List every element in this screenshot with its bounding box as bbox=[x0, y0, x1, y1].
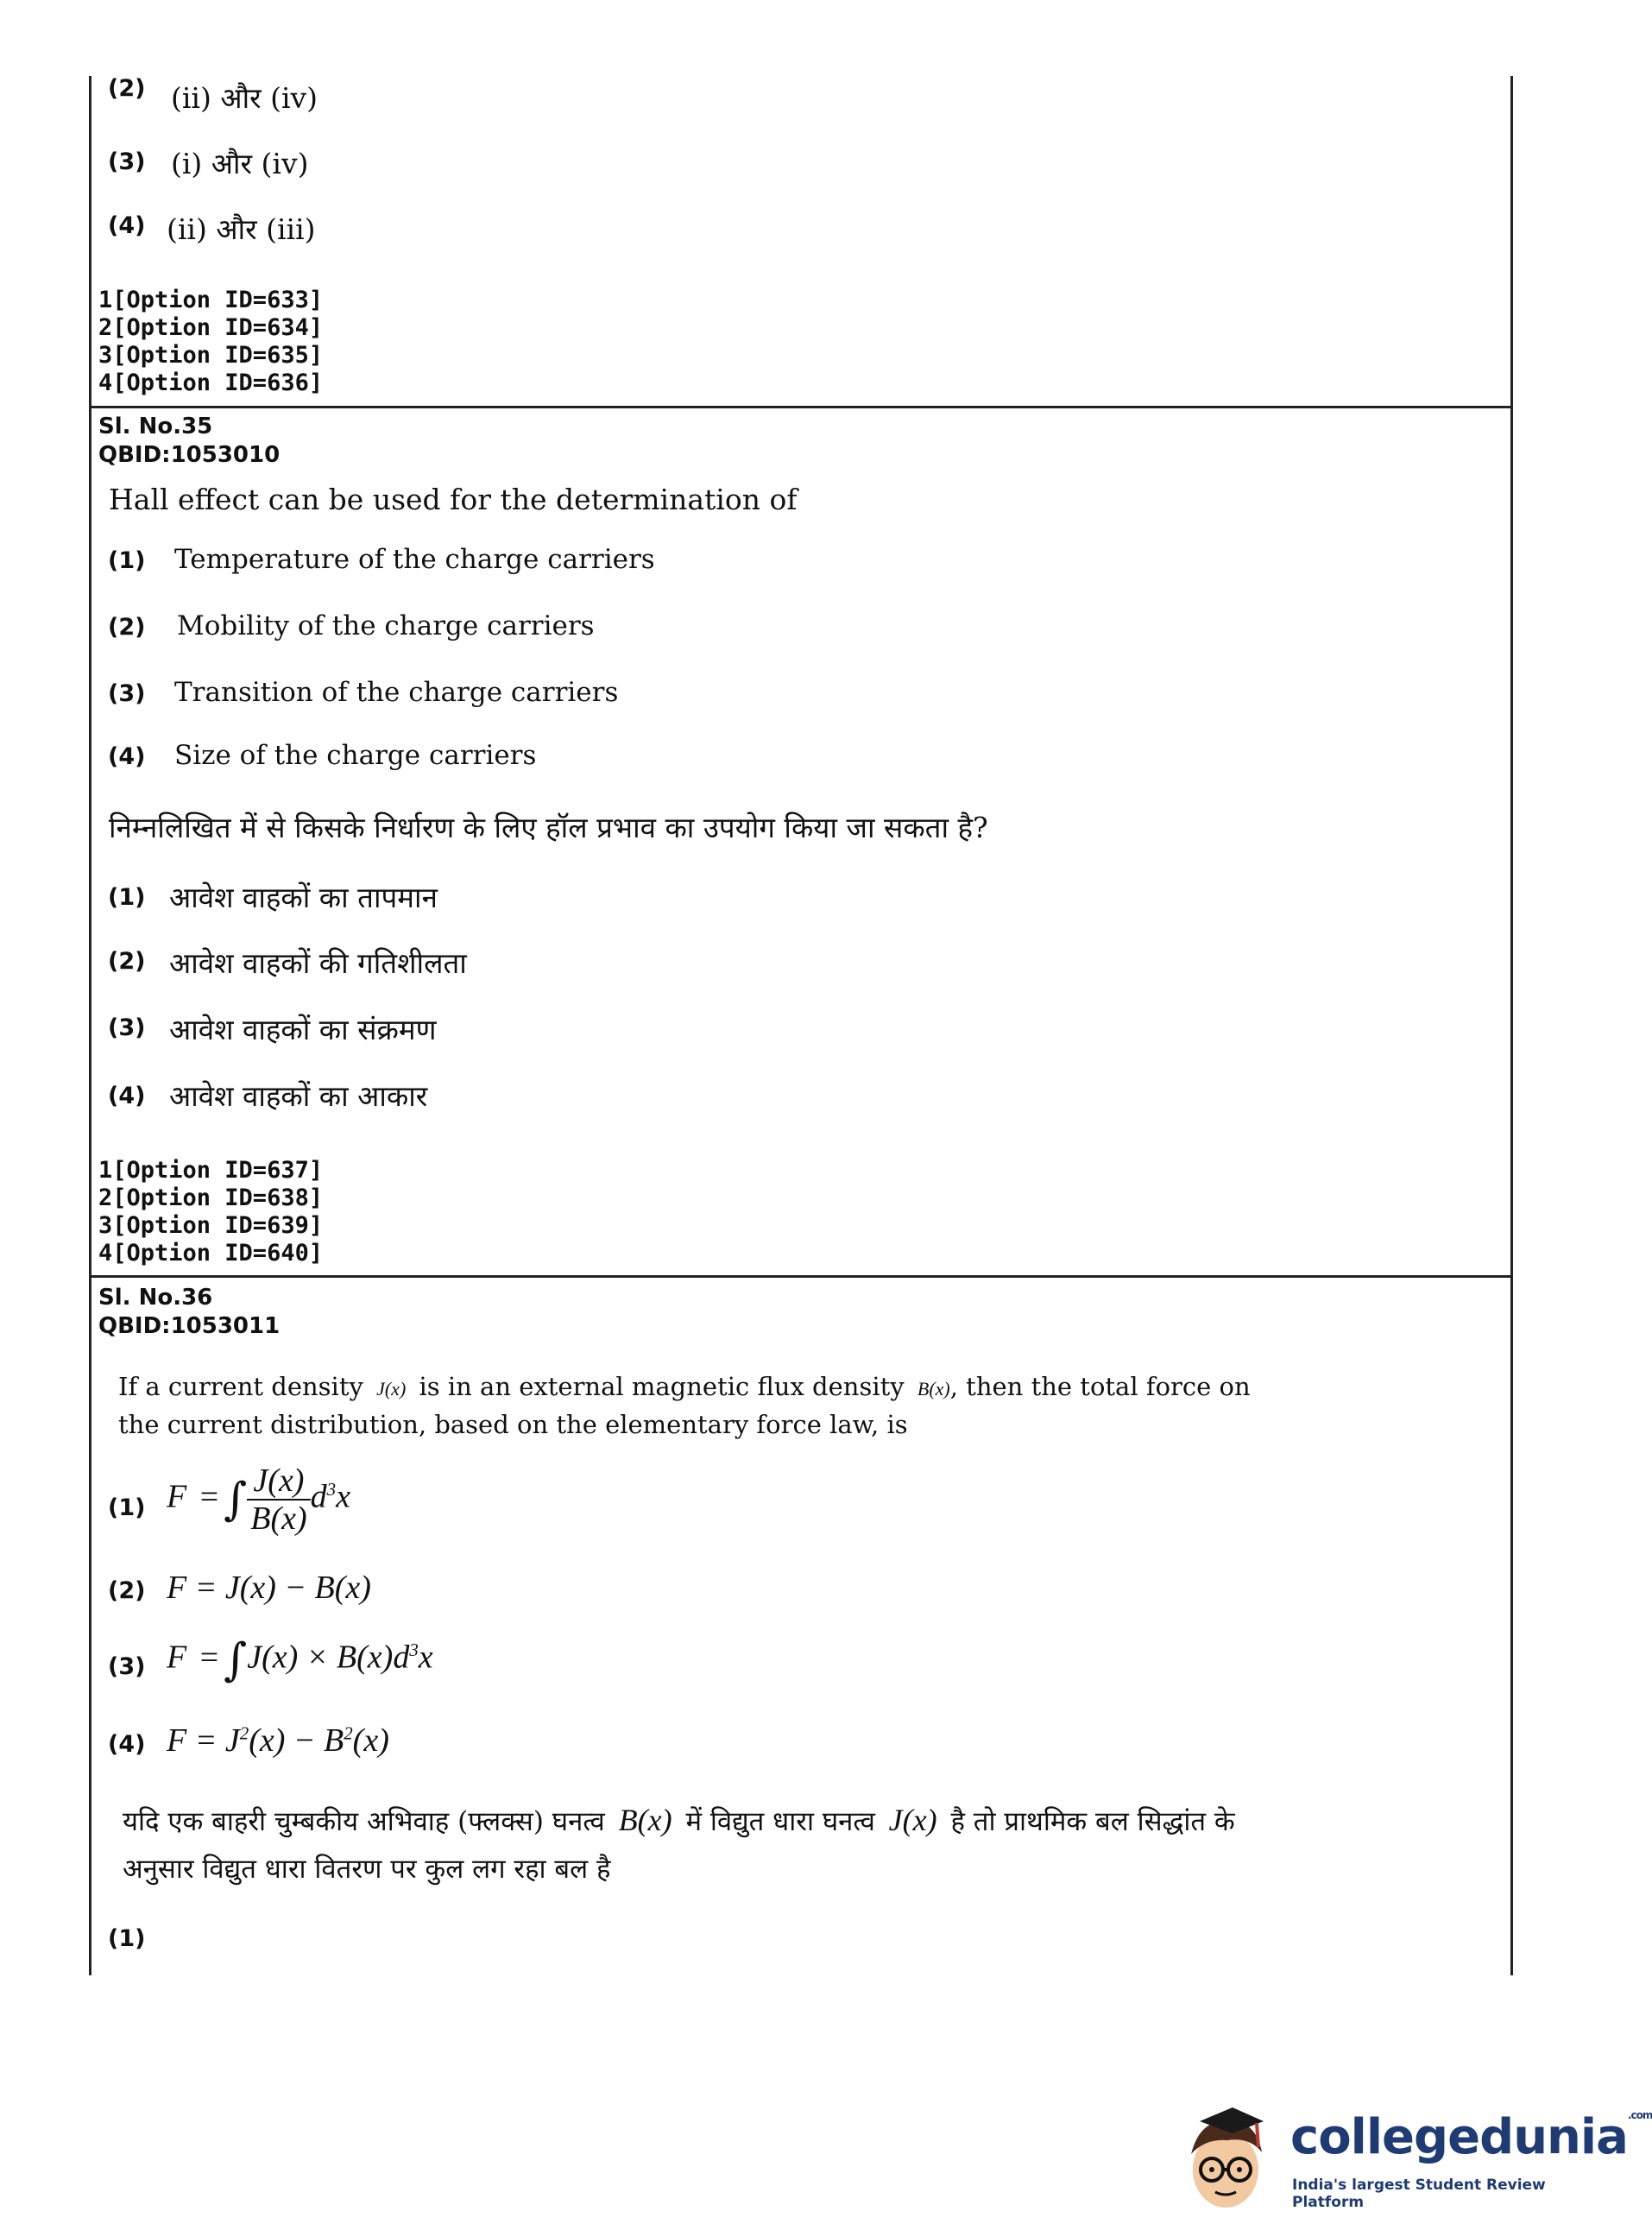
math-bx: B(x) bbox=[917, 1378, 950, 1399]
math-token: F bbox=[167, 1478, 187, 1515]
text-run: है तो प्राथमिक बल सिद्धांत के bbox=[950, 1806, 1235, 1837]
option-id: 4[Option ID=636] bbox=[98, 370, 324, 396]
math-token: = bbox=[199, 1639, 219, 1676]
text-run: is in an external magnetic flux density bbox=[419, 1372, 905, 1401]
question-text-hi: निम्नलिखित में से किसके निर्धारण के लिए हॉल प्रभाव का उपयोग किया जा सकता है? bbox=[109, 811, 988, 844]
text-run: में विद्युत धारा घनत्व bbox=[685, 1806, 875, 1837]
option-number: (2) bbox=[108, 614, 146, 641]
option-text: Mobility of the charge carriers bbox=[177, 610, 595, 641]
formula-option-3 bbox=[167, 1634, 433, 1686]
question-text-en-line2: the current distribution, based on the elementary force law, is bbox=[118, 1410, 908, 1439]
fraction bbox=[247, 1464, 310, 1535]
mascot-icon bbox=[1174, 2102, 1286, 2215]
option-number: (4) bbox=[108, 743, 146, 770]
option-number: (3) bbox=[108, 1653, 146, 1680]
option-id: 2[Option ID=638] bbox=[98, 1185, 324, 1211]
option-id-list bbox=[98, 287, 323, 397]
brand-tagline: India's largest Student Review Platform bbox=[1292, 2177, 1546, 2211]
option-number: (2) bbox=[108, 948, 146, 975]
math-token: d bbox=[310, 1478, 327, 1515]
brand-name bbox=[1290, 2109, 1652, 2165]
option-number: (4) bbox=[108, 212, 146, 239]
formula-option-4 bbox=[167, 1722, 389, 1760]
option-number: (3) bbox=[108, 1014, 146, 1041]
option-number: (4) bbox=[108, 1731, 146, 1758]
question-meta bbox=[98, 1284, 280, 1341]
option-number: (3) bbox=[108, 148, 146, 175]
math-token: (x) − B bbox=[249, 1722, 344, 1759]
option-number: (1) bbox=[108, 1925, 146, 1952]
exponent: 3 bbox=[409, 1640, 419, 1661]
brand-suffix: .com bbox=[1627, 2109, 1652, 2121]
option-text: Temperature of the charge carriers bbox=[174, 544, 655, 575]
option-number: (2) bbox=[108, 1577, 146, 1604]
divider bbox=[89, 406, 1513, 408]
option-text: आवेश वाहकों का संक्रमण bbox=[169, 1013, 437, 1046]
math-bx: B(x) bbox=[618, 1803, 672, 1837]
text-run: If a current density bbox=[118, 1372, 363, 1401]
formula-option-1 bbox=[167, 1464, 350, 1535]
option-text: आवेश वाहकों की गतिशीलता bbox=[169, 946, 467, 980]
option-text: (ii) और (iv) bbox=[171, 81, 318, 115]
question-text-hi-line2: अनुसार विद्युत धारा वितरण पर कुल लग रहा बल है bbox=[123, 1854, 611, 1885]
option-id: 2[Option ID=634] bbox=[98, 314, 324, 341]
serial-number: Sl. No.36 bbox=[98, 1285, 213, 1311]
formula-option-2: F = J(x) − B(x) bbox=[167, 1570, 371, 1606]
serial-number: Sl. No.35 bbox=[98, 414, 213, 439]
text-run: यदि एक बाहरी चुम्बकीय अभिवाह (फ्लक्स) घनत्व bbox=[123, 1806, 605, 1837]
option-id: 3[Option ID=635] bbox=[98, 342, 324, 369]
integral-sign: ∫ bbox=[224, 1474, 248, 1526]
math-token: x bbox=[418, 1639, 433, 1676]
option-text: Size of the charge carriers bbox=[174, 740, 537, 771]
option-id: 1[Option ID=633] bbox=[98, 287, 324, 313]
exponent: 2 bbox=[239, 1722, 249, 1744]
question-text-en-line1 bbox=[118, 1372, 1251, 1401]
option-id-list bbox=[98, 1157, 323, 1267]
brand-text: collegedunia bbox=[1290, 2109, 1628, 2165]
integral-sign: ∫ bbox=[224, 1634, 248, 1686]
numerator: J(x) bbox=[247, 1464, 310, 1501]
option-text: आवेश वाहकों का आकार bbox=[169, 1079, 428, 1113]
divider bbox=[89, 1275, 1513, 1278]
option-number: (4) bbox=[108, 1083, 146, 1109]
option-number: (3) bbox=[108, 680, 146, 707]
exponent: 2 bbox=[344, 1722, 353, 1744]
math-token: x bbox=[336, 1478, 350, 1515]
option-text: (i) और (iv) bbox=[171, 147, 309, 180]
qbid: QBID:1053010 bbox=[98, 442, 281, 468]
denominator: B(x) bbox=[250, 1501, 307, 1537]
option-number: (1) bbox=[108, 1494, 146, 1521]
math-token: J(x) × B(x)d bbox=[247, 1639, 410, 1676]
question-meta bbox=[98, 413, 280, 470]
math-token: (x) bbox=[352, 1722, 389, 1759]
option-text: आवेश वाहकों का तापमान bbox=[169, 881, 438, 914]
exponent: 3 bbox=[326, 1479, 337, 1501]
collegedunia-logo bbox=[1174, 2102, 1652, 2215]
math-jx: J(x) bbox=[376, 1378, 407, 1399]
option-number: (1) bbox=[108, 547, 146, 574]
question-text-hi-line1 bbox=[123, 1802, 1235, 1839]
qbid: QBID:1053011 bbox=[98, 1313, 281, 1339]
option-text: (ii) और (iii) bbox=[167, 212, 316, 246]
math-token: F bbox=[167, 1639, 187, 1676]
option-id: 3[Option ID=639] bbox=[98, 1212, 324, 1239]
option-number: (1) bbox=[108, 884, 146, 911]
option-number: (2) bbox=[108, 75, 146, 102]
option-text: Transition of the charge carriers bbox=[174, 677, 619, 708]
question-text-en: Hall effect can be used for the determination of bbox=[109, 483, 798, 516]
math-token: = bbox=[199, 1478, 219, 1515]
math-jx: J(x) bbox=[888, 1803, 937, 1837]
text-run: , then the total force on bbox=[949, 1372, 1251, 1401]
option-id: 4[Option ID=640] bbox=[98, 1240, 324, 1267]
math-token: F = J bbox=[167, 1722, 240, 1759]
option-id: 1[Option ID=637] bbox=[98, 1157, 324, 1184]
